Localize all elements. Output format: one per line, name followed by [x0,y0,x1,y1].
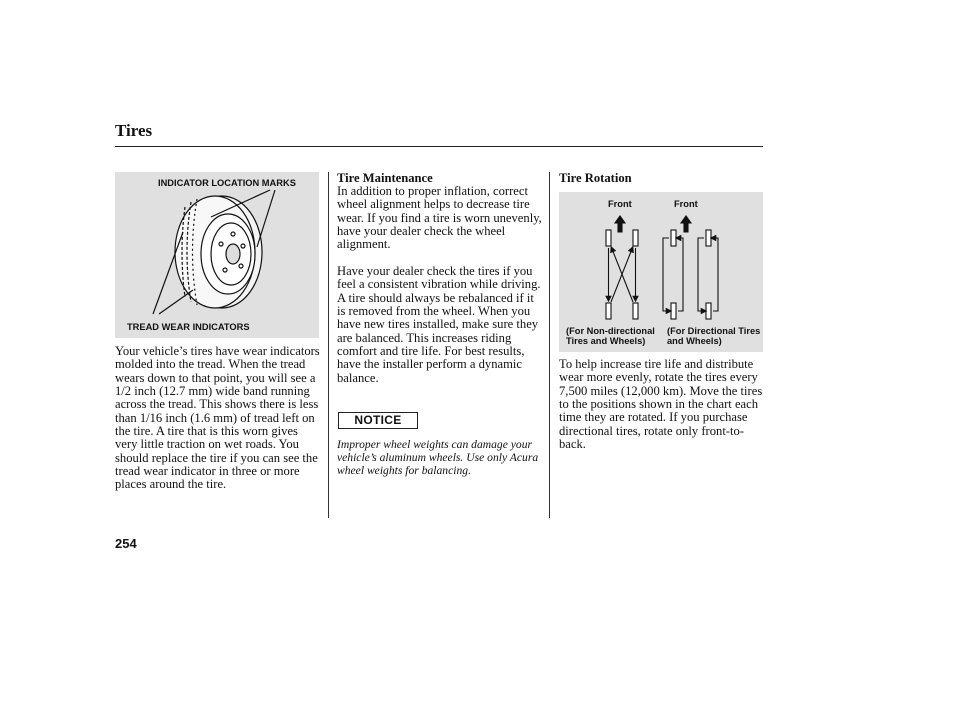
page-title: Tires [115,121,153,140]
page-number: 254 [115,536,137,551]
caption-directional: (For Directional Tires and Wheels) [667,326,761,346]
notice-badge: NOTICE [338,412,418,429]
indicator-location-label: INDICATOR LOCATION MARKS [158,178,296,188]
wear-indicator-paragraph: Your vehicle’s tires have wear indicators molded into the tread. When the tread wears down to that point, you will see a 1/2 inch (12.7 mm) wide band running across the tread. This shows there is less than 1/16 inch (1.6 mm) of tread left on the tire. A tire that is this worn gives very little traction on wet roads. You should replace the tire if you can see the tread wear indicator in three or more places around the tire. [115,344,320,492]
tire-maintenance-heading: Tire Maintenance [337,171,433,185]
column-divider-1 [328,172,329,518]
front-label-right: Front [674,199,698,209]
rotation-paragraph: To help increase tire life and distribute wear more evenly, rotate the tires every 7,500 miles (12,000 km). Move the tires to the positions shown in the chart each time they are rotated. If you purchase directional tires, rotate only front-to-back. [559,357,763,452]
caption-non-directional: (For Non-directional Tires and Wheels) [566,326,655,346]
title-rule [115,146,763,147]
column-divider-2 [549,172,550,518]
tire-illustration [115,172,319,338]
maintenance-paragraph-2: Have your dealer check the tires if you feel a consistent vibration while driving. A tire should always be rebalanced if it is removed from the wheel. When you have new tires installed, make sure they are balanced. This increases riding comfort and tire life. For best results, have the installer perform a dynamic balance. [337,264,541,385]
tread-wear-figure [115,172,319,338]
tire-rotation-figure [559,192,763,352]
front-label-left: Front [608,199,632,209]
notice-text: Improper wheel weights can damage your vehicle’s aluminum wheels. Use only Acura wheel weights for balancing. [337,438,539,478]
tire-rotation-heading: Tire Rotation [559,171,632,185]
maintenance-paragraph-1: In addition to proper inflation, correct wheel alignment helps to decrease tire wear. If you find a tire is worn unevenly, have your dealer check the wheel alignment. [337,184,542,252]
tread-wear-indicators-label: TREAD WEAR INDICATORS [127,322,250,332]
